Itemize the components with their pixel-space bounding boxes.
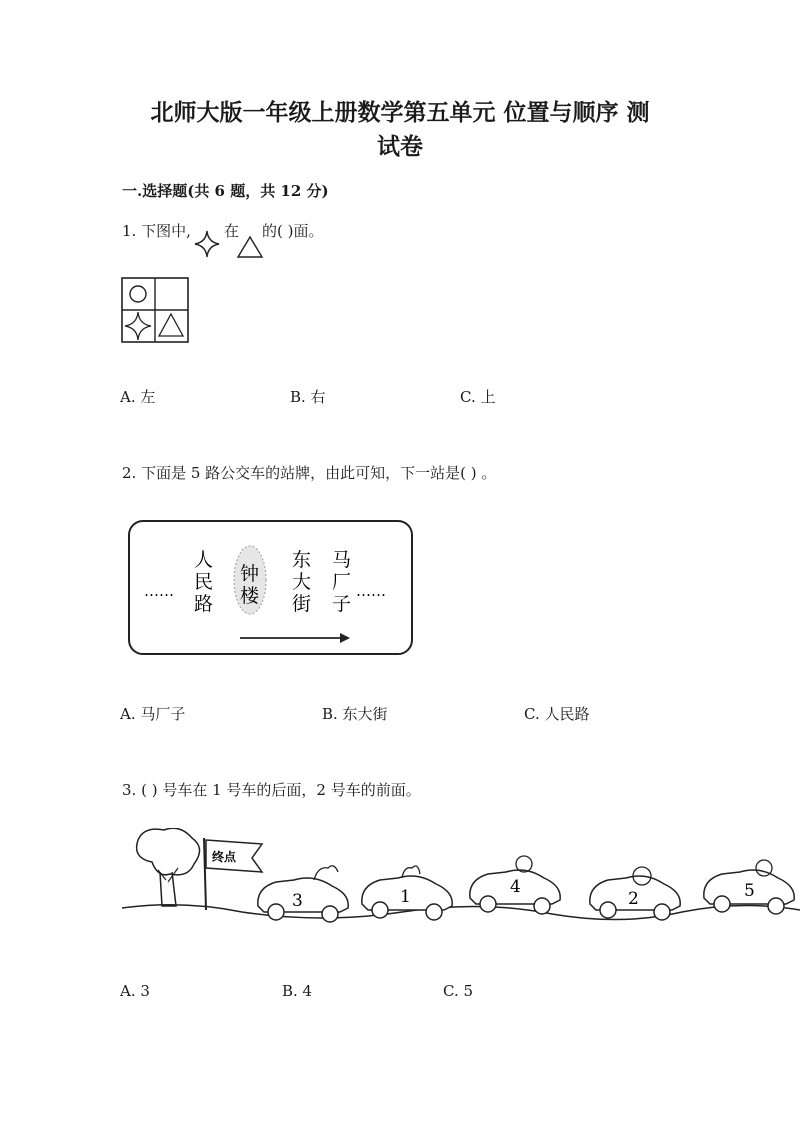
car-number: 4 [510, 877, 521, 897]
q1-option-a[interactable]: A. 左 [120, 388, 156, 406]
flag-text: 终点 [212, 850, 237, 864]
stop4-char-2: 厂 [332, 571, 352, 593]
car-number: 5 [744, 881, 755, 901]
stop4-char-1: 马 [332, 549, 352, 571]
bus-stop-sign [126, 518, 416, 658]
stop1-char-3: 路 [194, 593, 214, 615]
q1-grid-figure [120, 276, 192, 346]
q1-prefix: 1. 下图中, [122, 222, 191, 240]
car-number: 2 [628, 889, 639, 909]
finish-flag [204, 838, 262, 910]
title-line-2: 试卷 [377, 133, 423, 160]
car-3 [258, 866, 348, 922]
q1-mid: 在 [224, 222, 240, 240]
direction-arrow [240, 633, 350, 643]
q3-text: 3. ( ) 号车在 1 号车的后面，2 号车的前面。 [122, 781, 421, 799]
car-2 [590, 867, 680, 920]
car-number: 3 [292, 891, 303, 911]
q3-option-b[interactable]: B. 4 [282, 982, 313, 1000]
q1-option-b[interactable]: B. 右 [290, 388, 326, 406]
q2-option-c[interactable]: C. 人民路 [524, 705, 590, 723]
stop3-char-1: 东 [292, 549, 312, 571]
star-icon [193, 229, 221, 259]
stop3-char-3: 街 [292, 593, 312, 615]
q2-option-b[interactable]: B. 东大街 [322, 705, 388, 723]
stop1-char-1: 人 [194, 549, 214, 571]
sign-dots-left: …… [144, 582, 174, 600]
section-heading: 一.选择题(共 6 题，共 12 分) [122, 182, 329, 200]
stop1-char-2: 民 [194, 571, 214, 593]
tree-icon [137, 828, 200, 906]
title-line-1: 北师大版一年级上册数学第五单元 位置与顺序 测 [150, 99, 650, 126]
race-illustration [122, 828, 800, 940]
q2-text: 2. 下面是 5 路公交车的站牌，由此可知，下一站是( ) 。 [122, 464, 497, 482]
sign-dots-right: …… [356, 582, 386, 600]
q3-option-a[interactable]: A. 3 [120, 982, 150, 1000]
triangle-icon [236, 235, 264, 259]
q1-suffix: 的( )面。 [262, 222, 324, 240]
q1-option-c[interactable]: C. 上 [460, 388, 496, 406]
current-stop-char-2: 楼 [240, 585, 260, 607]
stop4-char-3: 子 [332, 593, 352, 615]
car-4 [470, 856, 560, 914]
q3-option-c[interactable]: C. 5 [443, 982, 474, 1000]
current-stop-char-1: 钟 [240, 563, 260, 585]
stop3-char-2: 大 [292, 571, 312, 593]
q2-option-a[interactable]: A. 马厂子 [120, 705, 186, 723]
car-number: 1 [400, 887, 411, 907]
page-title [100, 96, 700, 164]
